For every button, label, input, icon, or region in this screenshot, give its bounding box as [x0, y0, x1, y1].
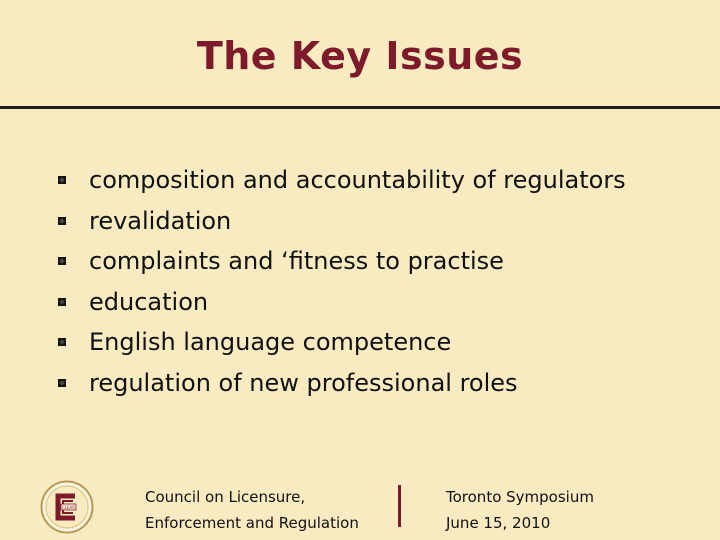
footer-date-line: June 15, 2010	[446, 514, 551, 532]
square-bullet-icon	[58, 217, 66, 225]
clear-logo	[40, 480, 94, 534]
footer-event-line: Toronto Symposium	[446, 488, 594, 506]
logo-text: CLEAR	[61, 505, 76, 510]
square-bullet-icon	[58, 257, 66, 265]
bullet-text: education	[89, 287, 209, 316]
footer-divider	[398, 485, 401, 527]
bullet-text: revalidation	[89, 206, 232, 235]
bullet-text: complaints and ‘fitness to practise	[89, 247, 504, 275]
square-bullet-icon	[58, 379, 66, 387]
footer-event	[446, 484, 594, 536]
square-bullet-icon	[58, 298, 66, 306]
title-divider	[0, 106, 720, 109]
footer-org-line: Council on Licensure,	[145, 488, 306, 506]
footer-organization	[145, 484, 359, 536]
bullet-text: regulation of new professional roles	[89, 368, 518, 397]
slide-title: The Key Issues	[196, 34, 524, 78]
square-bullet-icon	[58, 176, 66, 184]
square-bullet-icon	[58, 338, 66, 346]
bullet-text: composition and accountability of regulators	[89, 166, 626, 194]
footer-org-line: Enforcement and Regulation	[145, 514, 359, 532]
bullet-text: English language competence	[89, 328, 452, 356]
